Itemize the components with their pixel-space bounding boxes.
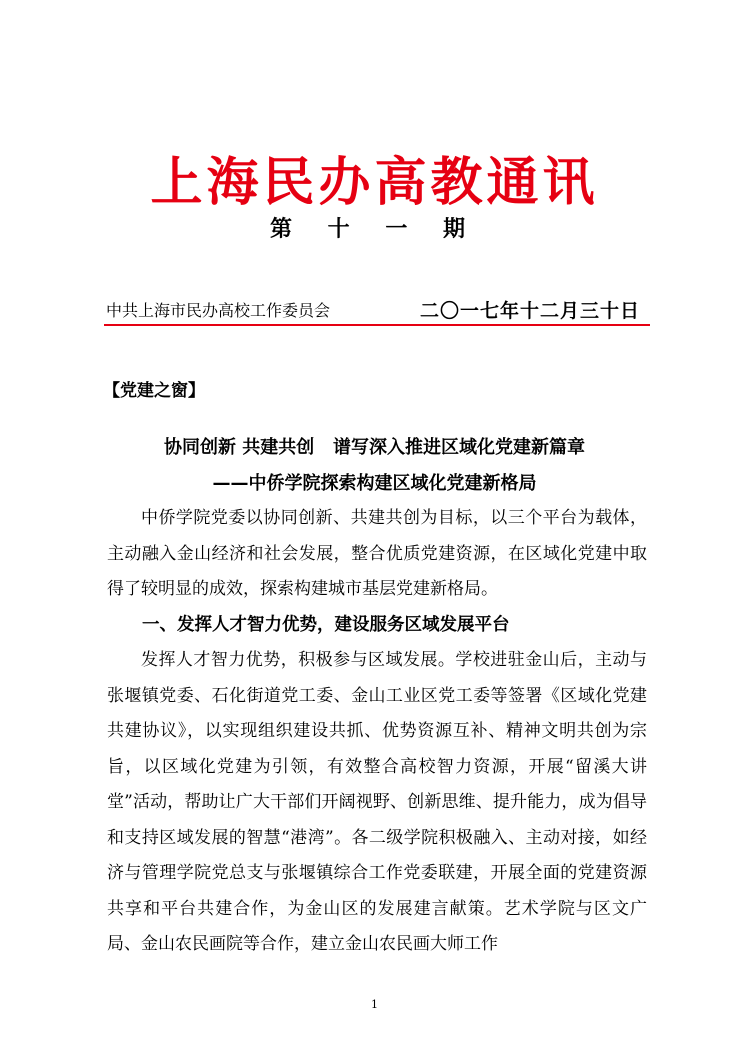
article-subtitle: ——中侨学院探索构建区域化党建新格局 — [212, 473, 537, 494]
column-label: 【党建之窗】 — [103, 381, 205, 401]
publication-date: 二〇一七年十二月三十日 — [419, 300, 640, 322]
publisher-name: 中共上海市民办高校工作委员会 — [106, 301, 331, 320]
section-paragraph: 发挥人才智力优势，积极参与区域发展。学校进驻金山后，主动与张堰镇党委、石化街道党工委、金山工业区党工委等签署《区域化党建共建协议》，以实现组织建设共抓、优势资源互补、精神文明共创为宗旨，以区域化党建为引领，有效整合高校智力资源，开展“留溪大讲堂”活动，帮助让广大干部们开阔视野、创新思维、提升能力，成为倡导和支持区域发展的智慧“港湾”。各二级学院积极融入、主动对接，如经济与管理学院党总支与张堰镇综合工作党委联建，开展全面的党建资源共享和平台共建合作，为金山区的发展建言献策。艺术学院与区文广局、金山农民画院等合作，建立金山农民画大师工作 — [107, 650, 647, 954]
publication-info — [106, 298, 650, 322]
issue-number: 第 十 一 期 — [270, 217, 479, 242]
header-divider — [104, 324, 650, 326]
section-heading: 一、发挥人才智力优势，建设服务区域发展平台 — [142, 614, 510, 635]
article-title: 协同创新 共建共创 谱写深入推进区域化党建新篇章 — [163, 437, 586, 458]
page-number: 1 — [371, 998, 378, 1011]
intro-paragraph: 中侨学院党委以协同创新、共建共创为目标，以三个平台为载体，主动融入金山经济和社会发展，整合优质党建资源，在区域化党建中取得了较明显的成效，探索构建城市基层党建新格局。 — [107, 508, 647, 599]
article-body — [107, 501, 647, 963]
masthead-title: 上海民办高教通讯 — [150, 153, 599, 213]
